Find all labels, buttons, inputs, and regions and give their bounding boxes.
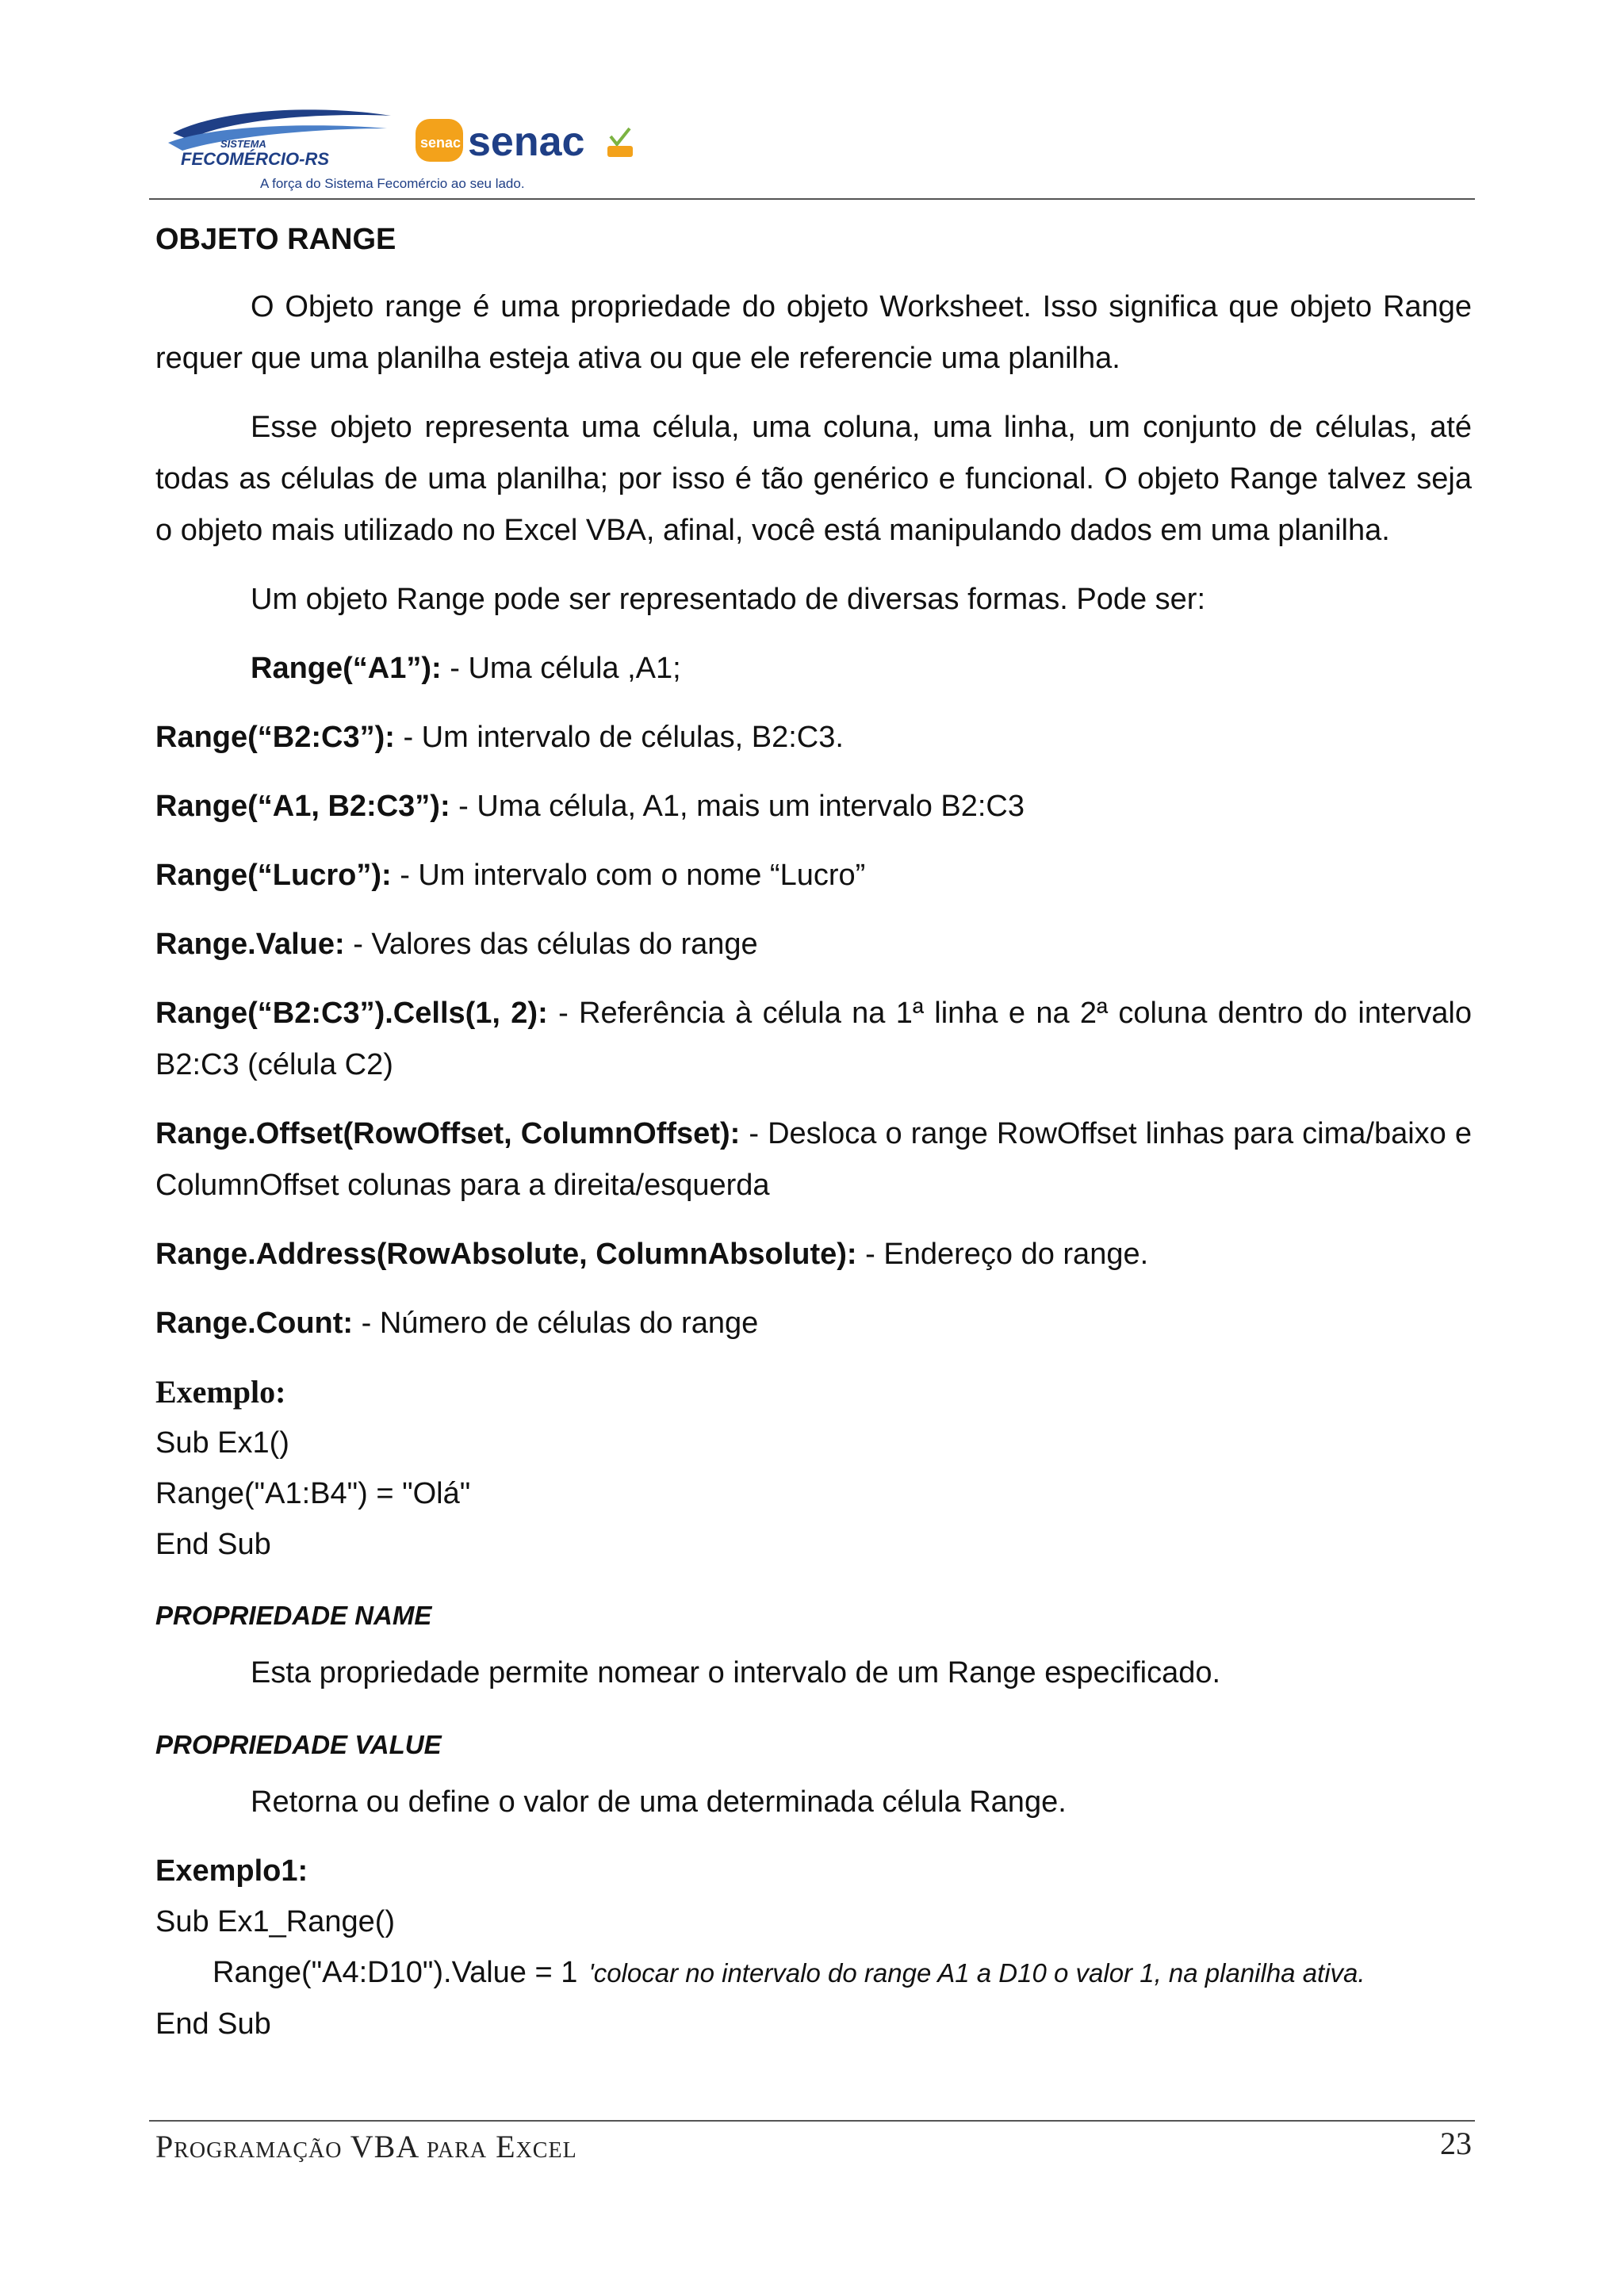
range-term: Range.Value: xyxy=(155,928,345,961)
range-desc: - Número de células do range xyxy=(353,1307,759,1340)
code-statement: Range("A4:D10").Value = 1 xyxy=(213,1956,578,1989)
range-item xyxy=(155,988,1472,1091)
range-desc: - Valores das células do range xyxy=(344,928,758,961)
range-item xyxy=(155,1298,1472,1349)
paragraph-2: Esse objeto representa uma célula, uma coluna, uma linha, um conjunto de células, até todas as células de uma planilha; por isso é tão genérico e funcional. O objeto Range talvez seja o objeto mais utilizado no Excel VBA, afinal, você está manipulando dados em uma planilha. xyxy=(155,411,1472,547)
header-divider xyxy=(149,198,1475,200)
page-number: 23 xyxy=(1440,2126,1472,2161)
senac-wordmark: senac xyxy=(468,119,585,165)
code-line: Sub Ex1() xyxy=(155,1426,289,1460)
range-item xyxy=(155,919,1472,970)
code-line: Range("A1:B4") = "Olá" xyxy=(155,1477,471,1510)
range-term: Range.Address(RowAbsolute, ColumnAbsolute): xyxy=(155,1238,857,1271)
footer-title: Programação VBA para Excel xyxy=(155,2129,577,2164)
property-name-text: Esta propriedade permite nomear o intervalo de um Range especificado. xyxy=(251,1656,1221,1689)
code-line: End Sub xyxy=(155,2007,271,2041)
range-desc: - Uma célula, A1, mais um intervalo B2:C3 xyxy=(450,790,1025,823)
senac-badge-text: senac xyxy=(420,135,462,151)
senac-logo xyxy=(412,108,642,171)
range-desc: - Um intervalo com o nome “Lucro” xyxy=(391,859,866,892)
range-desc: - Endereço do range. xyxy=(856,1238,1149,1271)
section-title: OBJETO RANGE xyxy=(155,223,396,256)
range-term: Range(“Lucro”): xyxy=(155,859,392,892)
code-line xyxy=(155,1947,1472,1999)
code-line: Sub Ex1_Range() xyxy=(155,1905,396,1938)
code-comment: 'colocar no intervalo do range A1 a D10 o valor 1, na planilha ativa. xyxy=(588,1958,1365,1988)
range-item xyxy=(155,1108,1472,1211)
range-desc: - Uma célula ,A1; xyxy=(441,652,681,685)
range-desc: - Desloca o range RowOffset linhas para cima/baixo e ColumnOffset colunas para a direita/esquerda xyxy=(155,1117,1472,1202)
paragraph-3: Um objeto Range pode ser representado de diversas formas. Pode ser: xyxy=(251,583,1205,616)
range-term: Range(“B2:C3”): xyxy=(155,721,395,754)
range-term: Range(“A1”): xyxy=(251,652,442,685)
logo-fecomercio-text: FECOMÉRCIO-RS xyxy=(181,149,329,169)
range-item xyxy=(155,781,1472,832)
example-heading: Exemplo: xyxy=(155,1374,286,1410)
example1-heading: Exemplo1: xyxy=(155,1854,308,1888)
fecomercio-logo xyxy=(165,101,395,173)
range-item xyxy=(155,712,1472,763)
page-content xyxy=(155,214,1472,2049)
property-value-text: Retorna ou define o valor de uma determinada célula Range. xyxy=(251,1785,1067,1819)
range-item xyxy=(155,1229,1472,1280)
range-term: Range.Count: xyxy=(155,1307,354,1340)
property-name-heading: PROPRIEDADE NAME xyxy=(155,1601,432,1630)
range-item xyxy=(155,850,1472,901)
range-term: Range(“B2:C3”).Cells(1, 2): xyxy=(155,997,548,1030)
range-term: Range.Offset(RowOffset, ColumnOffset): xyxy=(155,1117,741,1150)
range-desc: - Um intervalo de células, B2:C3. xyxy=(394,721,844,754)
page-header xyxy=(149,94,1475,201)
code-line: End Sub xyxy=(155,1528,271,1561)
paragraph-1: O Objeto range é uma propriedade do objeto Worksheet. Isso significa que objeto Range requer que uma planilha esteja ativa ou que ele referencie uma planilha. xyxy=(155,290,1472,375)
property-value-heading: PROPRIEDADE VALUE xyxy=(155,1730,442,1759)
range-desc: - Referência à célula na 1ª linha e na 2ª coluna dentro do intervalo B2:C3 (célula C2) xyxy=(155,997,1473,1081)
range-item xyxy=(155,643,1472,695)
range-term: Range(“A1, B2:C3”): xyxy=(155,790,450,823)
footer-divider xyxy=(149,2120,1475,2122)
header-tagline: A força do Sistema Fecomércio ao seu lado. xyxy=(260,176,525,191)
logo-system-text: SISTEMA xyxy=(220,138,266,150)
